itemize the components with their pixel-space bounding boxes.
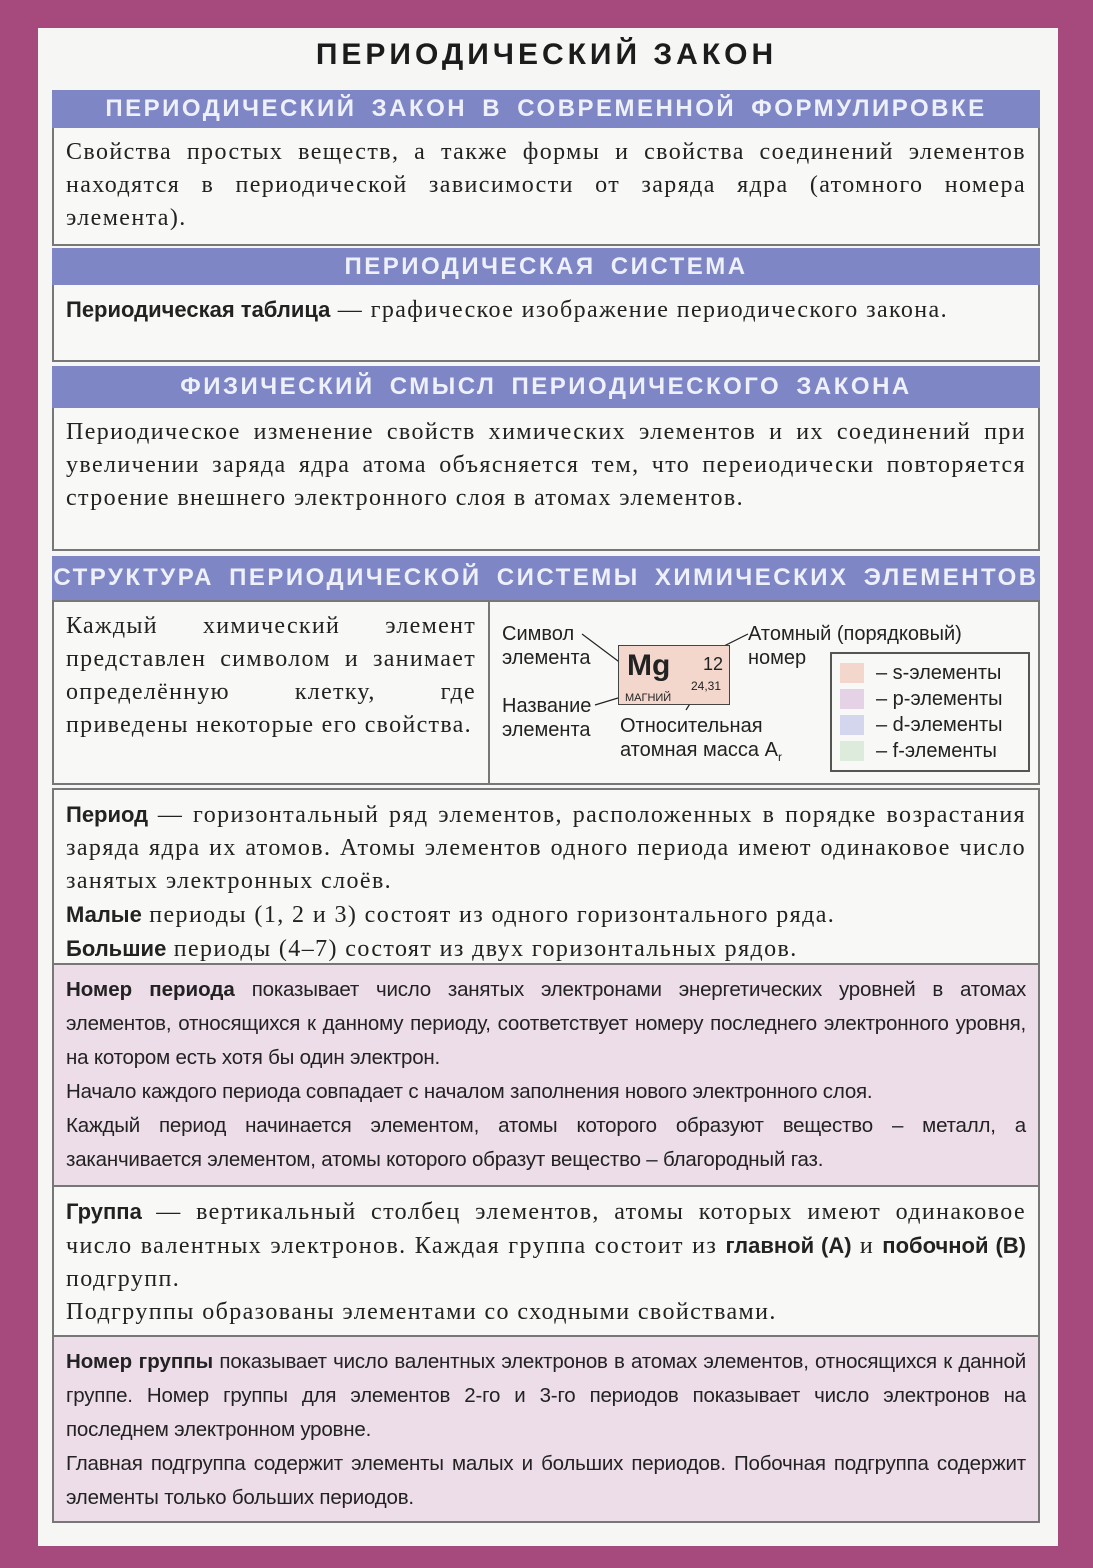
element-name: МАГНИЙ [625,692,672,704]
section-header-structure: СТРУКТУРА ПЕРИОДИЧЕСКОЙ СИСТЕМЫ ХИМИЧЕСКИХ ЭЛЕМЕНТОВ [52,556,1040,600]
legend-item-p: – p-элементы [840,686,1020,712]
element-symbol: Mg [627,649,671,682]
element-number: 12 [702,654,723,674]
modern-law-text: Свойства простых веществ, а также формы и свойства соединений элементов находятся в периодической зависимости от заряда ядра (атомного номера элемента). [52,128,1040,246]
term: Номер периода [66,978,235,1001]
group-definition: Группа — вертикальный столбец элементов, атомы которых имеют одинаковое число валентных электронов. Каждая группа состоит из главной (А) и побочной (В) подгрупп. Подгруппы образованы элементами со сходными свойствами. [52,1187,1040,1337]
legend-item-s: – s-элементы [840,660,1020,686]
legend-swatch [840,663,864,683]
page-title: ПЕРИОДИЧЕСКИЙ ЗАКОН [315,38,778,71]
element-mass: 24,31 [690,679,721,693]
section-header-physical-meaning: ФИЗИЧЕСКИЙ СМЫСЛ ПЕРИОДИЧЕСКОГО ЗАКОНА [52,366,1040,408]
legend-swatch [840,741,864,761]
element-cell-diagram [490,600,1040,785]
term: Период [66,802,149,827]
section-header-periodic-system: ПЕРИОДИЧЕСКАЯ СИСТЕМА [52,248,1040,285]
legend-swatch [840,715,864,735]
group-number-note: Номер группы показывает число валентных электронов в атомах элементов, относящихся к данной группе. Номер группы для элементов 2-го и 3-го периодов показывает число электронов на последнем электронном уровне. Главная подгруппа содержит элементы малых и больших периодов. Побочная подгруппа содержит элементы только больших периодов. [52,1337,1040,1523]
period-number-note: Номер периода показывает число занятых электронами энергетических уровней в атомах элементов, относящихся к данному периоду, соответствует номеру последнего электронного уровня, на котором есть хотя бы один электрон. Начало каждого периода совпадает с началом заполнения нового электронного слоя. Каждый период начинается элементом, атомы которого образуют вещество – металл, а заканчивается элементом, атомы которого образут вещество – благородный газ. [52,965,1040,1187]
symbol-label: Символ элемента [502,623,591,669]
term: Малые [66,902,142,927]
legend-item-f: – f-элементы [840,738,1020,764]
term: Большие [66,936,167,961]
term: Периодическая таблица [66,297,331,322]
legend-item-d: – d-элементы [840,712,1020,738]
section-header-modern-law: ПЕРИОДИЧЕСКИЙ ЗАКОН В СОВРЕМЕННОЙ ФОРМУЛИРОВКЕ [52,90,1040,128]
name-label: Название элемента [502,695,592,741]
atomic-number-label: Атомный (порядковый) номер [748,623,962,669]
definition: — графическое изображение периодического закона. [330,297,948,323]
element-cell-mg [618,645,730,705]
periodic-system-text [52,285,1040,362]
term: Номер группы [66,1350,214,1373]
legend-swatch [840,689,864,709]
term: Группа [66,1199,142,1224]
period-definition: Период — горизонтальный ряд элементов, расположенных в порядке возрастания заряда ядра их атомов. Атомы элементов одного периода имеют одинаковое число занятых электронных слоёв. Малые периоды (1, 2 и 3) состоят из одного горизонтального ряда. Большие периоды (4–7) состоят из двух горизонтальных рядов. [52,788,1040,965]
atomic-mass-label: Относительная атомная масса $A_r$ [620,715,782,764]
physical-meaning-text: Периодическое изменение свойств химических элементов и их соединений при увеличении заряда ядра атома объясняется тем, что переиодически повторяется строение внешнего электронного слоя в атомах элементов. [52,408,1040,551]
block-legend [830,652,1030,772]
structure-text: Каждый химический элемент представлен символом и занимает определённую клетку, где приведены некоторые его свойства. [52,600,490,785]
